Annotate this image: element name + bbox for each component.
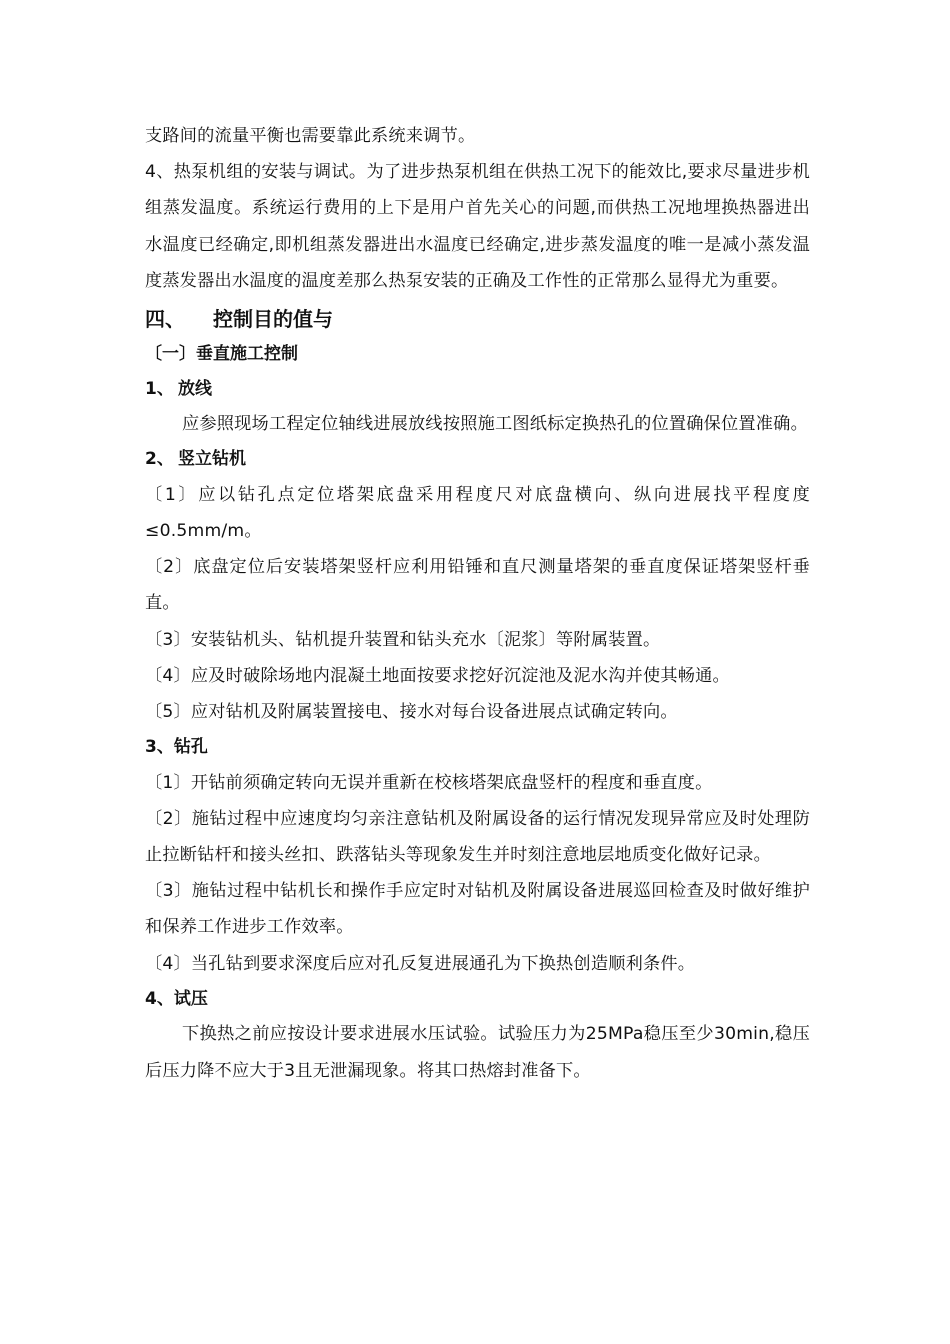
item-heading-1 — [145, 372, 810, 407]
list-item: 〔2〕底盘定位后安装塔架竖杆应利用铅锤和直尺测量塔架的垂直度保证塔架竖杆垂直。 — [145, 557, 810, 614]
subsection-heading-vertical-control: 〔一〕垂直施工控制 — [145, 344, 298, 365]
list-item: 〔3〕施钻过程中钻机长和操作手应定时对钻机及附属设备进展巡回检查及时做好维护和保养工作进步工作效率。 — [145, 881, 810, 938]
list-item: 〔3〕安装钻机头、钻机提升装置和钻头充水〔泥浆〕等附属装置。 — [145, 629, 661, 650]
item-heading-4: 4、试压 — [145, 988, 208, 1009]
list-item: 〔1〕开钻前须确定转向无误并重新在校核塔架底盘竖杆的程度和垂直度。 — [145, 772, 713, 793]
paragraph-flow-balance: 支路间的流量平衡也需要靠此系统来调节。 — [145, 126, 476, 146]
section-title: 控制目的值与 — [213, 307, 333, 332]
list-item: 〔5〕应对钻机及附属装置接电、接水对每台设备进展点试确定转向。 — [145, 701, 678, 722]
item-number: 2、 — [145, 449, 174, 470]
list-item: 〔2〕施钻过程中应速度均匀亲注意钻机及附属设备的运行情况发现异常应及时处理防止拉断钻杆和接头丝扣、跌落钻头等现象发生并时刻注意地层地质变化做好记录。 — [145, 808, 810, 866]
section-heading-4 — [145, 301, 810, 337]
list-item: 〔1〕应以钻孔点定位塔架底盘采用程度尺对底盘横向、纵向进展找平程度度≤0.5mm/m。 — [145, 484, 810, 541]
item-number: 1、 — [145, 378, 174, 399]
item-title: 放线 — [178, 378, 212, 399]
list-item: 〔4〕当孔钻到要求深度后应对孔反复进展通孔为下换热创造顺利条件。 — [145, 953, 696, 974]
item-heading-3: 3、钻孔 — [145, 737, 208, 758]
paragraph-pressure-test: 下换热之前应按设计要求进展水压试验。试验压力为25MPa稳压至少30min,稳压后压力降不应大于3且无泄漏现象。将其口热熔封准备下。 — [145, 1024, 810, 1081]
item-heading-2 — [145, 442, 810, 477]
section-number: 四、 — [145, 307, 185, 332]
item-title: 竖立钻机 — [178, 449, 246, 470]
paragraph-setting-out: 应参照现场工程定位轴线进展放线按照施工图纸标定换热孔的位置确保位置准确。 — [182, 414, 808, 435]
paragraph-heat-pump-install: 4、热泵机组的安装与调试。为了进步热泵机组在供热工况下的能效比,要求尽量进步机组蒸发温度。系统运行费用的上下是用户首先关心的问题,而供热工况地埋换热器进出水温度已经确定,即机组蒸发器进出水温度已经确定,进步蒸发温度的唯一是减小蒸发温度蒸发器出水温度的温度差那么热泵安装的正确及工作性的正常那么显得尤为重要。 — [145, 162, 810, 291]
list-item: 〔4〕应及时破除场地内混凝土地面按要求挖好沉淀池及泥水沟并使其畅通。 — [145, 665, 730, 686]
document-page — [145, 118, 810, 1089]
